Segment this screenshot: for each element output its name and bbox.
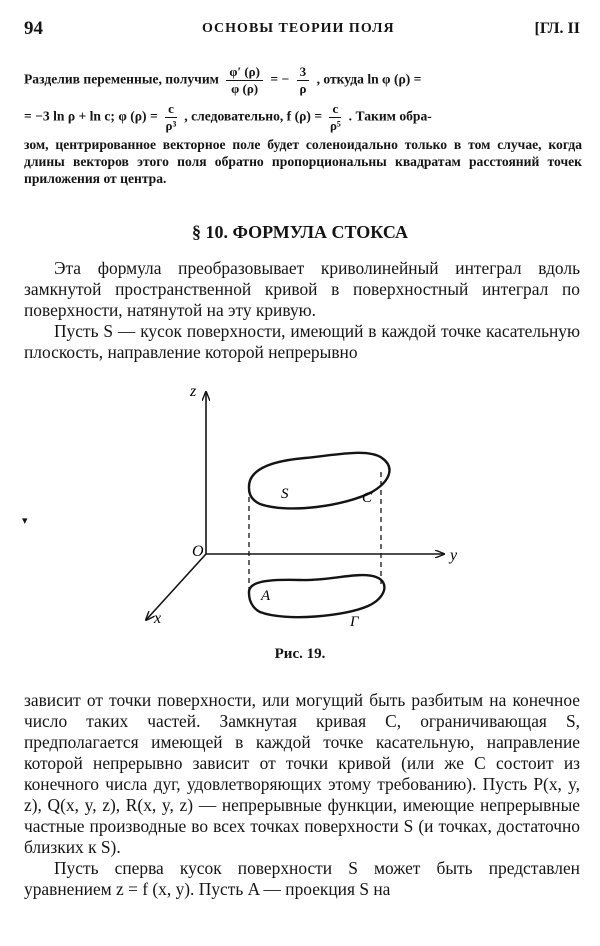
fraction-denominator: ρ³	[165, 117, 177, 133]
axis-label-x: x	[154, 610, 162, 627]
axis-label-y: y	[450, 547, 458, 564]
label-A: A	[261, 588, 271, 604]
formula-text: = −3 ln ρ + ln c; φ (ρ) =	[24, 108, 158, 124]
top-paragraph	[24, 64, 582, 187]
fraction-c-over-rho5	[329, 101, 341, 134]
fraction-denominator: ρ	[299, 80, 307, 96]
fraction-numerator: c	[329, 101, 341, 118]
figure-caption: Рис. 19.	[274, 646, 326, 662]
fraction-numerator: c	[165, 101, 177, 118]
formula-text: , следовательно, f (ρ) =	[184, 108, 323, 124]
fraction-three-over-rho	[297, 64, 310, 97]
paragraph-4: Пусть сперва кусок поверхности S может быть представлен уравнением z = f (x, y). Пусть A — проекция S на	[24, 858, 580, 899]
formula-text: = −	[270, 71, 290, 87]
origin-label: O	[192, 543, 204, 560]
paragraph-2: Пусть S — кусок поверхности, имеющий в каждой точке касательную плоскость, направление которой непрерывно	[24, 321, 580, 362]
axis-label-z: z	[190, 383, 197, 400]
fraction-denominator: ρ⁵	[329, 117, 341, 133]
figure-19-diagram	[110, 378, 470, 660]
formula-text: Разделив переменные, получим	[24, 71, 219, 87]
formula-text: . Таким обра-	[348, 108, 432, 124]
paragraph-1: Эта формула преобразовывает криволинейный интеграл вдоль замкнутой пространственной кривой в поверхностный интеграл по поверхности, натянутой на эту кривую.	[24, 258, 580, 320]
page-number: 94	[24, 18, 43, 39]
intro-text	[24, 258, 580, 363]
fraction-c-over-rho3	[165, 101, 177, 134]
fraction-numerator: 3	[297, 64, 310, 81]
section-title: § 10. ФОРМУЛА СТОКСА	[191, 222, 409, 242]
formula-text: , откуда ln φ (ρ) =	[316, 71, 422, 87]
running-title: ОСНОВЫ ТЕОРИИ ПОЛЯ	[202, 21, 395, 36]
formula-line-2	[24, 101, 582, 134]
label-C: C	[362, 490, 373, 506]
fraction-phi-ratio	[226, 64, 263, 97]
fraction-numerator: φ′ (ρ)	[226, 64, 263, 81]
chapter-marker: [ГЛ. II	[534, 20, 580, 37]
page-header	[24, 18, 580, 42]
main-text	[24, 690, 580, 900]
formula-line-1	[24, 64, 582, 97]
fraction-denominator: φ (ρ)	[231, 80, 259, 96]
paragraph-3: зависит от точки поверхности, или могущий быть разбитым на конечное число таких частей. Замкнутая кривая C, ограничивающая S, предполагается имеющей в каждой точке касательную, направление которой непрерывно зависит от точки кривой (или же C состоит из конечного числа дуг, удовлетворяющих этому требованию). Пусть P(x, y, z), Q(x, y, z), R(x, y, z) — непрерывные функции, имеющие непрерывные частные производные во всех точках поверхности S (и точках, достаточно близких к S).	[24, 690, 580, 857]
label-S: S	[281, 486, 289, 502]
margin-mark: ▾	[22, 515, 28, 527]
top-paragraph-rest: зом, центрированное векторное поле будет соленоидально только в том случае, когда длины векторов этого поля обратно пропорциональны квадратам расстояний точек приложения от центра.	[24, 137, 582, 186]
label-Gamma: Γ	[350, 614, 359, 630]
